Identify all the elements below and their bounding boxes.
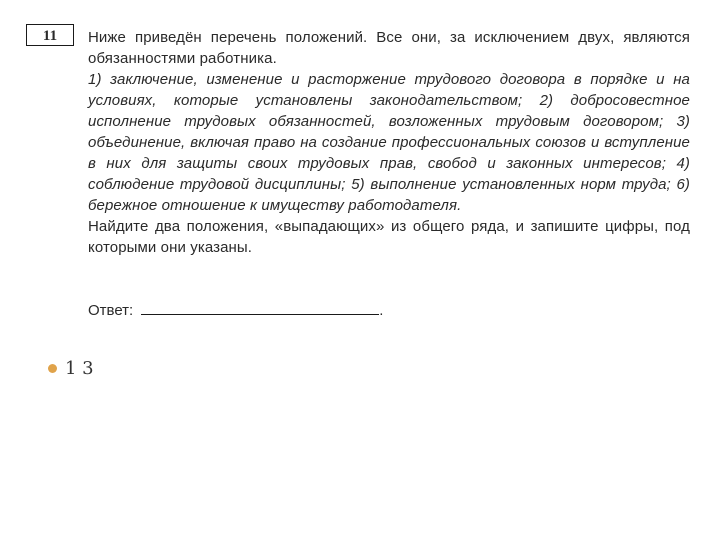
bullet-dot-icon	[48, 364, 57, 373]
task-intro: Ниже приведён перечень положений. Все они, за исключением двух, являются обязанностями работника.	[88, 29, 690, 67]
answer-bullet-item	[48, 358, 94, 379]
answer-label: Ответ:	[88, 302, 134, 319]
task-number-box: 11	[26, 24, 74, 46]
answer-underline	[141, 301, 379, 315]
task-text	[88, 27, 690, 258]
task-instruction: Найдите два положения, «выпадающих» из общего ряда, и запишите цифры, под которыми они указаны.	[88, 218, 690, 256]
answer-line	[88, 300, 383, 321]
answer-value: 1 3	[65, 358, 94, 379]
answer-period: .	[379, 302, 384, 319]
task-list: 1) заключение, изменение и расторжение трудового договора в порядке и на условиях, которые установлены законодательством; 2) добросовестное исполнение трудовых обязанностей, возложенных трудовым договором; 3) объединение, включая право на создание профессиональных союзов и вступление в них для защиты своих трудовых прав, свобод и законных интересов; 4) соблюдение трудовой дисциплины; 5) выполнение установленных норм труда; 6) бережное отношение к имуществу работодателя.	[88, 71, 690, 214]
